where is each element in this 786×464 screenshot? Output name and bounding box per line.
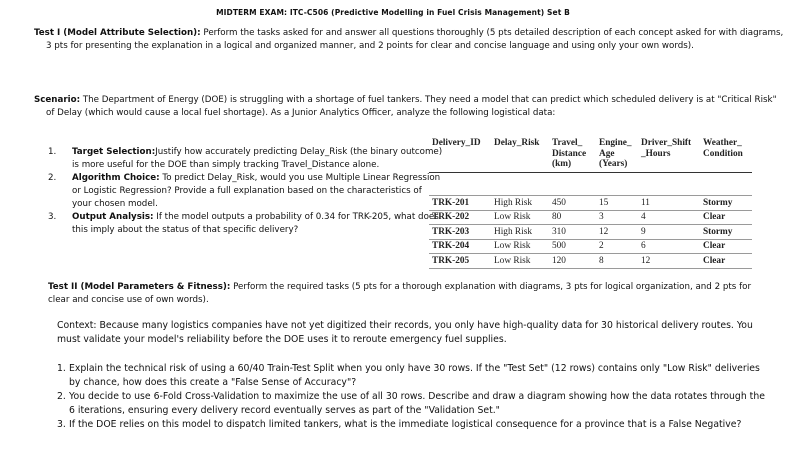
table-row: TRK-205 Low Risk 120 8 12 Clear xyxy=(429,254,752,269)
table-row: TRK-203 High Risk 310 12 9 Stormy xyxy=(429,225,752,240)
test2-label: Test II (Model Parameters & Fitness): xyxy=(48,282,231,292)
test2-question-list xyxy=(57,362,767,432)
context-text: : Because many logistics companies have not yet digitized their records, you only have high-quality data for 30 historical delivery routes. You must validate your model's reliability before the DOE uses it to reroute emergency fuel supplies. xyxy=(57,320,753,345)
table-row: TRK-204 Low Risk 500 2 6 Clear xyxy=(429,239,752,254)
column-header: Engine_ Age (Years) xyxy=(596,136,638,172)
list-item: 2. You decide to use 6-Fold Cross-Validation to maximize the use of all 30 rows. Describe and draw a diagram showing how the data rotates through the 6 iterations, ensuring every delivery record eventually serves as part of the "Validation Set." xyxy=(57,391,765,416)
list-item: 1. Target Selection:Justify how accurately predicting Delay_Risk (the binary outcome) is more useful for the DOE than simply tracking Travel_Distance alone. xyxy=(48,147,443,170)
context-label: Context xyxy=(57,320,94,331)
test2-instructions xyxy=(48,281,772,307)
test1-question-list xyxy=(48,146,444,237)
context-paragraph xyxy=(57,319,757,347)
exam-title: MIDTERM EXAM: ITC-C506 (Predictive Modelling in Fuel Crisis Management) Set B xyxy=(216,8,570,17)
logistics-data-table xyxy=(429,136,752,269)
scenario-paragraph xyxy=(34,94,784,120)
table-header-row xyxy=(429,136,752,172)
table-spacer xyxy=(429,172,752,195)
test2-text: Perform the required tasks (5 pts for a thorough explanation with diagrams, 3 pts for logical organization, and 2 pts for clear and concise use of own words). xyxy=(48,282,752,305)
test1-text: Perform the tasks asked for and answer all questions thoroughly (5 pts detailed description of each concept asked for with diagrams, 3 pts for presenting the explanation in a logical and organized manner, and 2 points for clear and concise language and using only your own words). xyxy=(46,28,784,51)
column-header: Driver_Shift _Hours xyxy=(638,136,700,172)
list-item: 1. Explain the technical risk of using a 60/40 Train-Test Split when you only have 30 rows. If the "Test Set" (12 rows) contains only "Low Risk" deliveries by chance, how does this create a "False Sense of Accuracy"? xyxy=(57,363,760,388)
table-row: TRK-201 High Risk 450 15 11 Stormy xyxy=(429,195,752,210)
column-header: Delay_Risk xyxy=(491,136,549,172)
list-item: 2. Algorithm Choice: To predict Delay_Risk, would you use Multiple Linear Regression or Logistic Regression? Provide a full explanation based on the characteristics of your chosen model. xyxy=(48,173,441,209)
test1-instructions xyxy=(34,27,784,53)
column-header: Weather_ Condition xyxy=(700,136,752,172)
scenario-label: Scenario: xyxy=(34,95,81,105)
table-row: TRK-202 Low Risk 80 3 4 Clear xyxy=(429,210,752,225)
list-item: 3. If the DOE relies on this model to dispatch limited tankers, what is the immediate logistical consequence for a province that is a False Negative? xyxy=(57,419,742,430)
list-item: 3. Output Analysis: If the model outputs a probability of 0.34 for TRK-205, what does this imply about the status of that specific delivery? xyxy=(48,212,439,235)
column-header: Travel_ Distance (km) xyxy=(549,136,596,172)
test1-label: Test I (Model Attribute Selection): xyxy=(34,28,201,38)
scenario-text: The Department of Energy (DOE) is struggling with a shortage of fuel tankers. They need a model that can predict which scheduled delivery is at "Critical Risk" of Delay (which would cause a local fuel shortage). As a Junior Analytics Officer, analyze the following logistical data: xyxy=(46,95,777,118)
column-header: Delivery_ID xyxy=(429,136,491,172)
